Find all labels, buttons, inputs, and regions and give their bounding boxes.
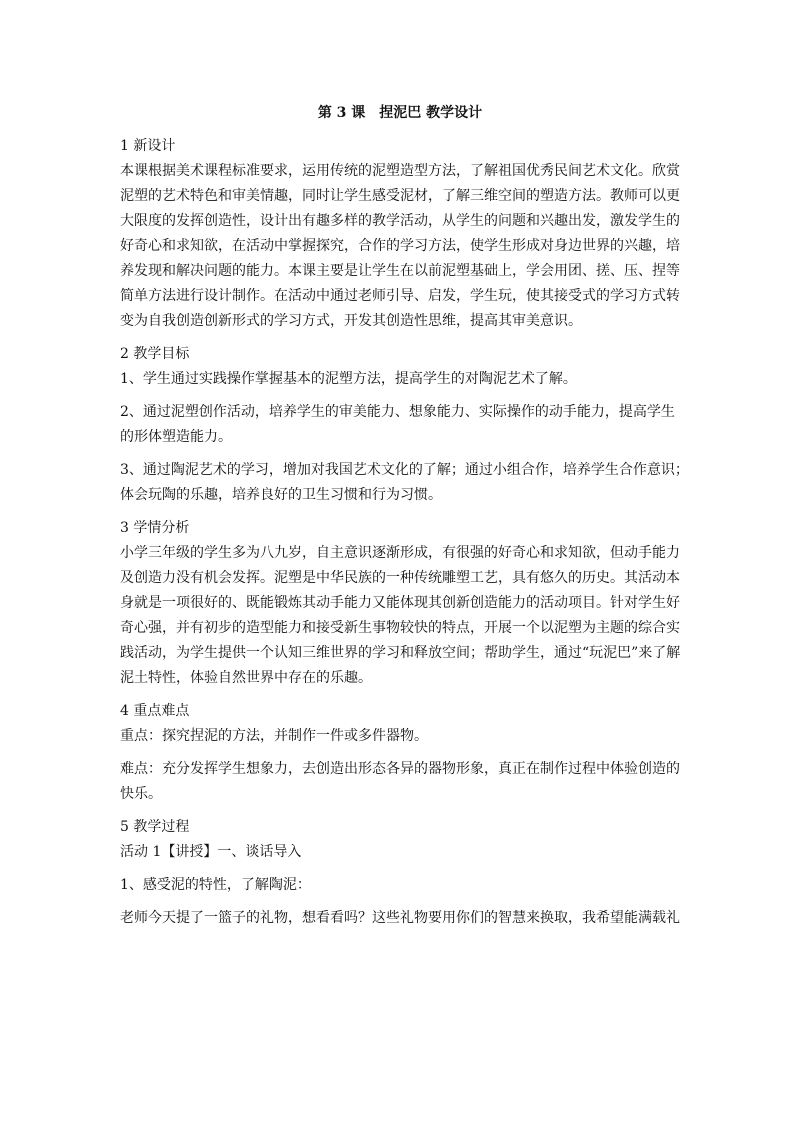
text-line: 快乐。 [120,786,162,802]
section-heading: 2 教学目标 [120,346,190,362]
text-line: 变为自我创造创新形式的学习方式，开发其创造性思维，提高其审美意识。 [120,313,582,329]
text-line: 及创造力没有机会发挥。泥塑是中华民族的一种传统雕塑工艺，具有悠久的历史。其活动本 [120,570,680,586]
text-line: 难点：充分发挥学生想象力，去创造出形态各异的器物形象，真正在制作过程中体验创造的 [120,761,680,777]
text-line: 2、通过泥塑创作活动，培养学生的审美能力、想象能力、实际操作的动手能力，提高学生 [120,404,675,420]
text-line: 1、感受泥的特性，了解陶泥： [120,877,311,893]
text-line: 奇心强，并有初步的造型能力和接受新生事物较快的特点，开展一个以泥塑为主题的综合实 [120,620,680,636]
section-heading: 4 重点难点 [120,703,190,719]
text-line: 体会玩陶的乐趣，培养良好的卫生习惯和行为习惯。 [120,487,442,503]
text-line: 践活动，为学生提供一个认知三维世界的学习和释放空间；帮助学生，通过“玩泥巴”来了解 [120,645,681,661]
section-heading: 1 新设计 [120,138,176,154]
text-line: 活动 1【讲授】一、谈话导入 [120,844,302,860]
paragraph-gap [120,865,680,873]
document-title: 第 3 课 捏泥巴 教学设计 [317,105,483,121]
section-heading: 5 教学过程 [120,819,190,835]
document-body [120,134,689,931]
paragraph [120,541,680,691]
text-line: 老师今天提了一篮子的礼物，想看看吗？这些礼物要用你们的智慧来换取，我希望能满载礼 [120,910,680,926]
text-line: 泥土特性，体验自然世界中存在的乐趣。 [120,670,372,686]
paragraph-gap [120,450,680,458]
paragraph [120,367,680,392]
text-line: 养发现和解决问题的能力。本课主要是让学生在以前泥塑基础上，学会用团、搓、压、捏等 [120,263,680,279]
text-line: 重点：探究捏泥的方法，并制作一件或多件器物。 [120,728,428,744]
text-line: 3、通过陶泥艺术的学习，增加对我国艺术文化的了解；通过小组合作，培养学生合作意识； [120,462,689,478]
text-line: 泥塑的艺术特色和审美情趣，同时让学生感受泥材，了解三维空间的塑造方法。教师可以更 [120,188,680,204]
text-line: 简单方法进行设计制作。在活动中通过老师引导、启发，学生玩，使其接受式的学习方式转 [120,288,680,304]
paragraph [120,400,680,450]
text-line: 本课根据美术课程标准要求，运用传统的泥塑造型方法，了解祖国优秀民间艺术文化。欣赏 [120,163,680,179]
text-line: 身就是一项很好的、既能锻炼其动手能力又能体现其创新创造能力的活动项目。针对学生好 [120,595,680,611]
paragraph [120,458,689,508]
text-line: 小学三年级的学生多为八九岁，自主意识逐渐形成，有很强的好奇心和求知欲，但动手能力 [120,545,680,561]
paragraph [120,757,680,807]
paragraph [120,873,680,898]
text-line: 好奇心和求知欲，在活动中掌握探究，合作的学习方法，使学生形成对身边世界的兴趣，培 [120,238,680,254]
text-line: 1、学生通过实践操作掌握基本的泥塑方法，提高学生的对陶泥艺术了解。 [120,371,577,387]
paragraph-gap [120,749,680,757]
paragraph [120,724,680,749]
paragraph-gap [120,392,680,400]
paragraph [120,840,680,865]
document-page [120,100,689,931]
paragraph [120,906,680,931]
text-line: 大限度的发挥创造性，设计出有趣多样的教学活动，从学生的问题和兴趣出发，激发学生的 [120,213,680,229]
section-heading: 3 学情分析 [120,520,190,536]
paragraph [120,159,680,334]
paragraph-gap [120,898,680,906]
text-line: 的形体塑造能力。 [120,429,232,445]
